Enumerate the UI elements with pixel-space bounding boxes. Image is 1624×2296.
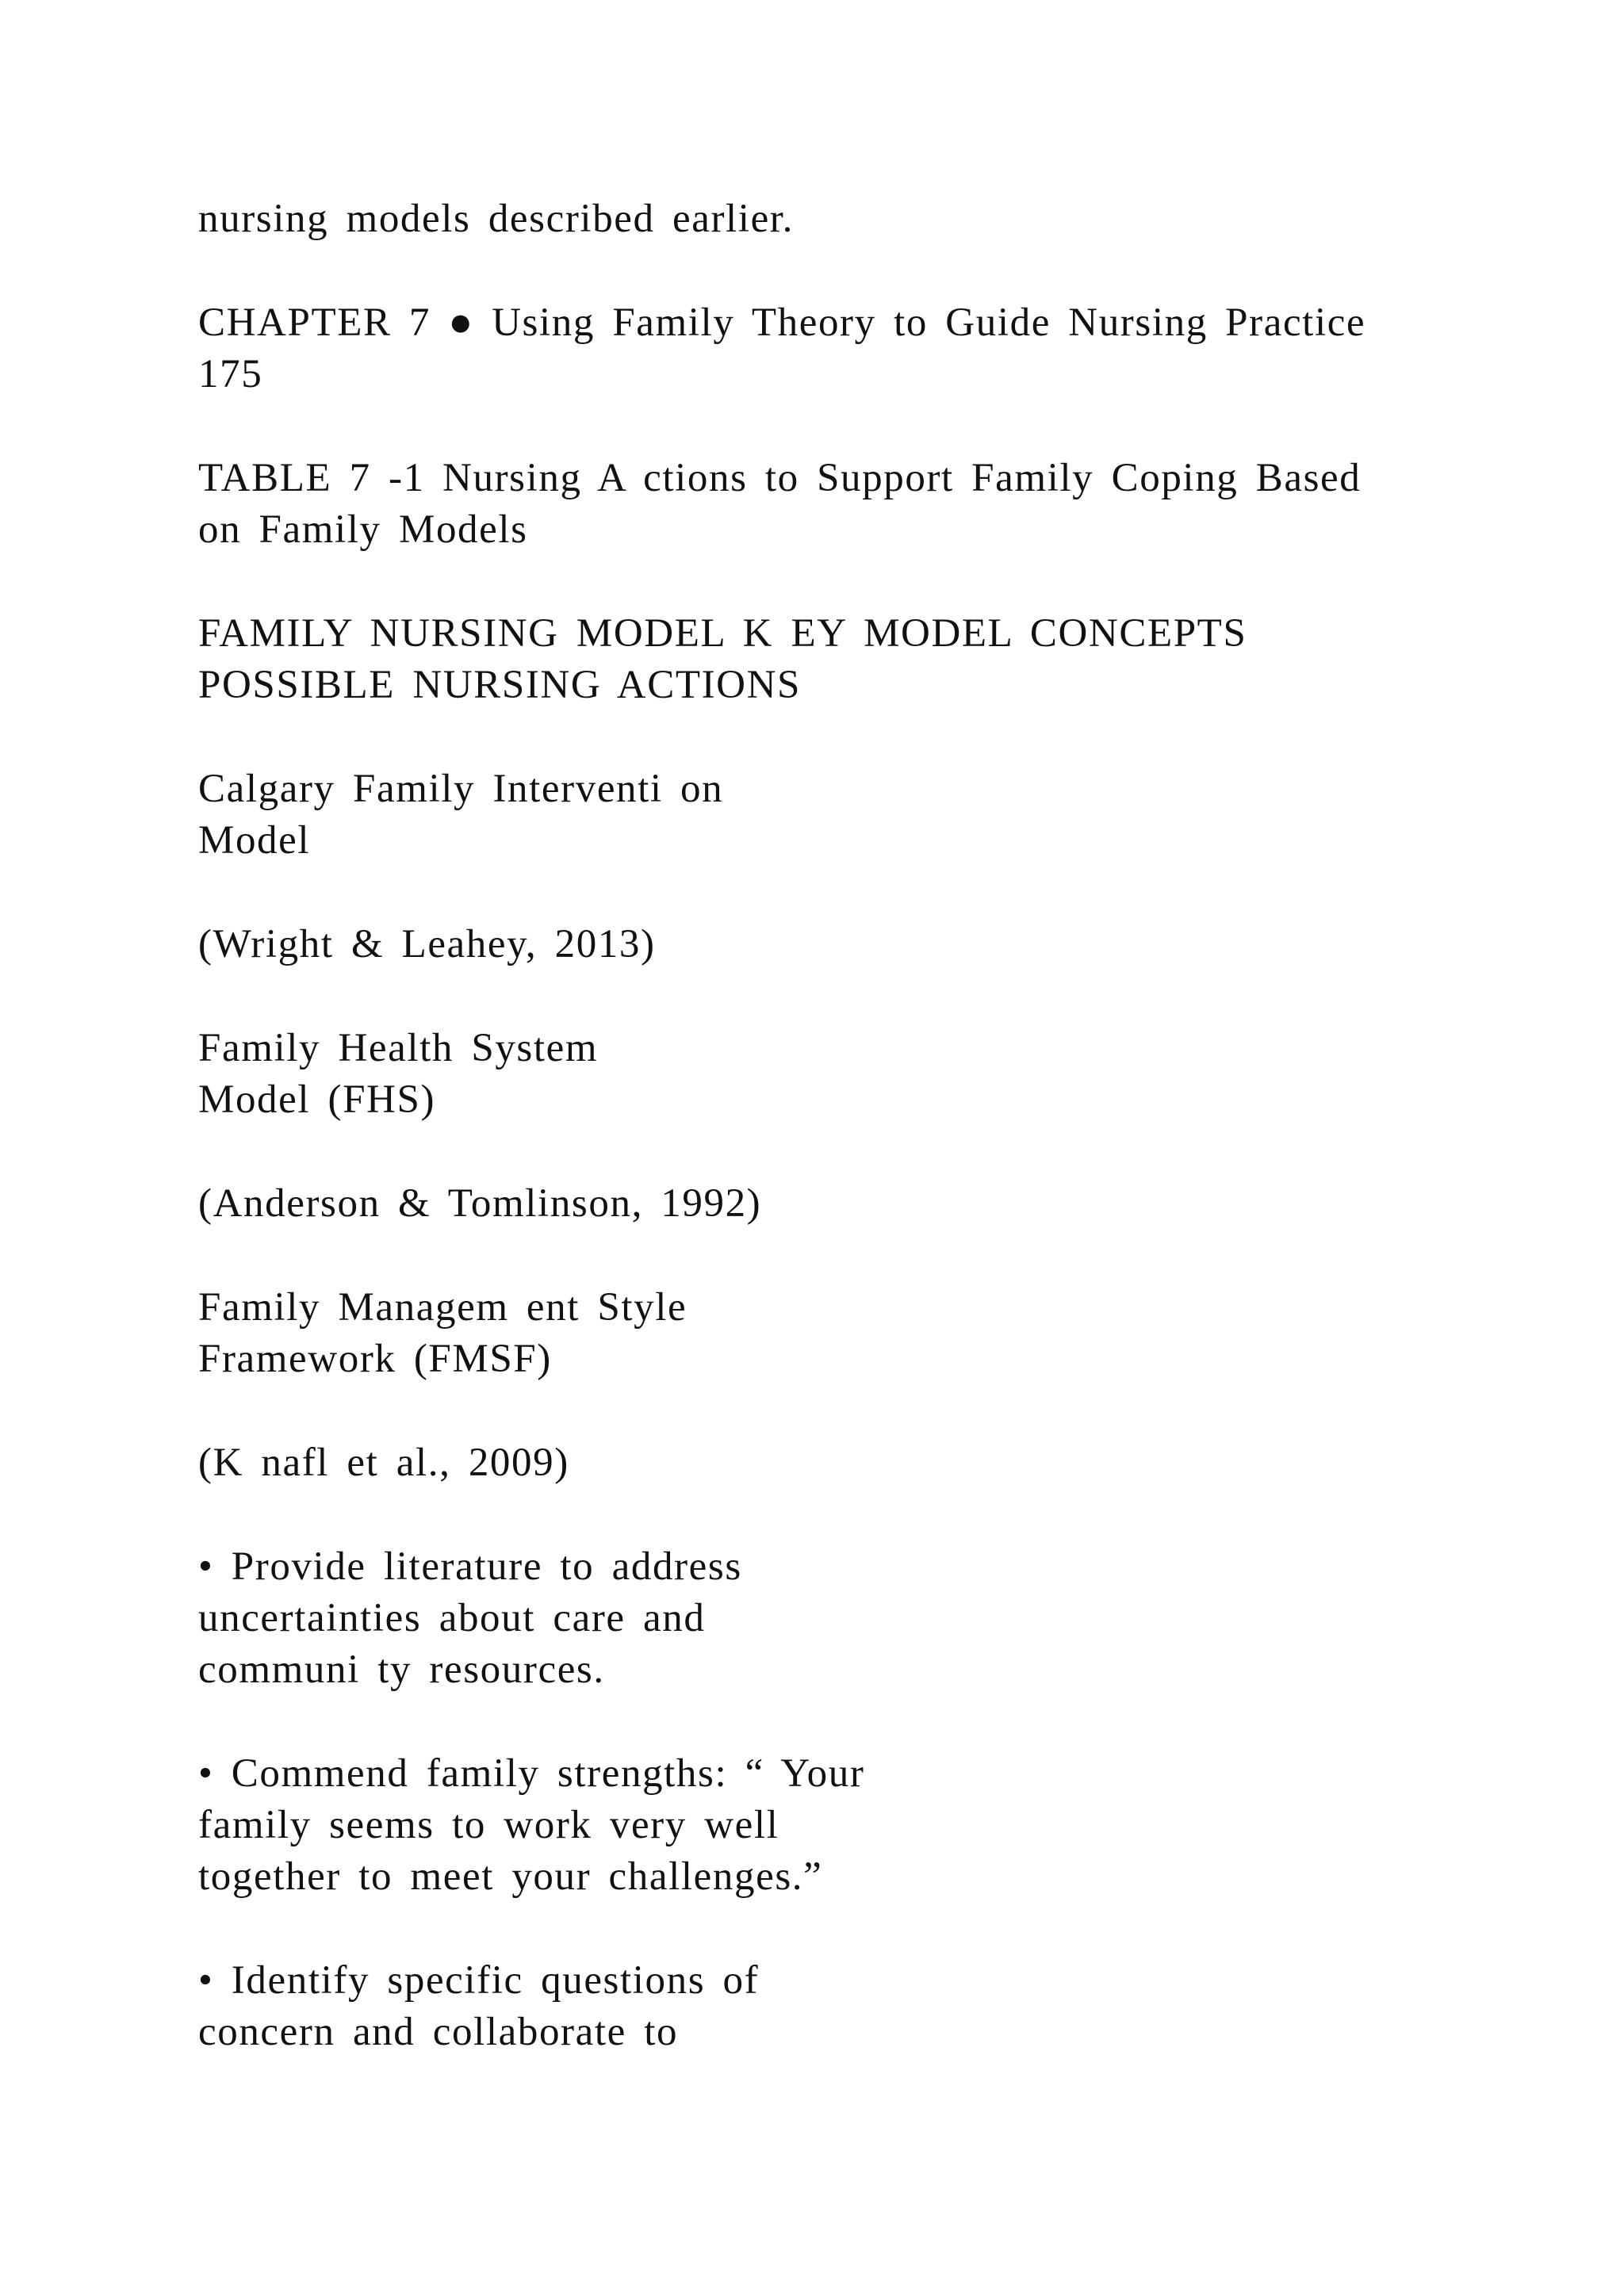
- model-name-calgary: Calgary Family Interventi on Model: [198, 767, 724, 863]
- model-name-fhs: Family Health System Model (FHS): [198, 1026, 599, 1122]
- table-caption: TABLE 7 -1 Nursing A ctions to Support Family Coping Based on Family Models: [198, 456, 1362, 552]
- citation-wright-leahey: (Wright & Leahey, 2013): [198, 922, 656, 966]
- table-column-headers: FAMILY NURSING MODEL K EY MODEL CONCEPTS POSSIBLE NURSING ACTIONS: [198, 611, 1247, 707]
- intro-fragment: nursing models described earlier.: [198, 197, 794, 241]
- nursing-action-bullet: • Provide literature to address uncertainties about care and communi ty resources.: [198, 1544, 742, 1692]
- model-name-fmsf: Family Managem ent Style Framework (FMSF): [198, 1285, 688, 1381]
- nursing-action-bullet: • Commend family strengths: “ Your family seems to work very well together to meet your challenges.”: [198, 1751, 865, 1899]
- chapter-running-header: CHAPTER 7 ● Using Family Theory to Guide Nursing Practice 175: [198, 300, 1366, 396]
- citation-anderson-tomlinson: (Anderson & Tomlinson, 1992): [198, 1181, 762, 1226]
- nursing-action-bullet: • Identify specific questions of concern and collaborate to: [198, 1958, 760, 2054]
- document-page: [198, 193, 1483, 2110]
- citation-knafl: (K nafl et al., 2009): [198, 1441, 569, 1485]
